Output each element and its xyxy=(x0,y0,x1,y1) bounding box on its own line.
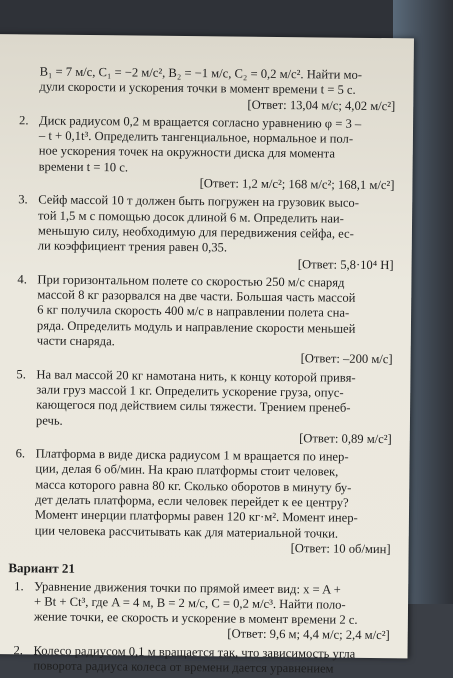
answer: [Ответ: 5,8·10⁴ Н] xyxy=(297,256,394,272)
text-line: речь. xyxy=(35,412,63,428)
text-line: поворота радиуса колеса от времени дается уравнением xyxy=(33,658,334,676)
text-line: ряда. Определить модуль и направление скорости меньшей xyxy=(36,318,356,336)
answer: [Ответ: –200 м/с] xyxy=(300,351,393,367)
answer: [Ответ: 10 об/мин] xyxy=(290,541,391,557)
text-line: ции человека рассчитывать как для материальной точки. xyxy=(34,523,339,541)
page-content xyxy=(8,64,396,677)
text-line: жение точки, ее скорость и ускорение в момент времени 2 с. xyxy=(33,609,358,627)
text-line: ное ускорения точек на окружности диска для момента xyxy=(38,143,336,162)
text-line: ции, делая 6 об/мин. На краю платформы стоит человек, xyxy=(35,461,339,480)
problem-number: 1. xyxy=(14,578,24,593)
answer: [Ответ: 9,6 м; 4,4 м/с; 2,4 м/с²] xyxy=(227,626,390,643)
variant-heading: Вариант 21 xyxy=(8,560,76,577)
problem-item xyxy=(13,643,389,678)
text-line: Сейф массой 10 т должен быть погружен на грузовик высо- xyxy=(38,192,360,211)
problem-number: 3. xyxy=(18,192,28,207)
text-line: Диск радиусом 0,2 м вращается согласно уравнению φ = 3 – xyxy=(39,113,362,131)
answer: [Ответ: 0,89 м/с²] xyxy=(299,431,392,447)
text-line: той 1,5 м с помощью досок длиной 6 м. Определить наи- xyxy=(38,208,344,226)
text-line: + Bt + Ct³, где A = 4 м, B = 2 м/с, C = 0,2 м/с³. Найти поло- xyxy=(33,594,346,612)
text-line: зали груз массой 1 кг. Определить ускорение груза, опус- xyxy=(36,382,344,400)
text-line: кающегося под действием силы тяжести. Трением пренеб- xyxy=(36,397,351,415)
text-line: При горизонтальном полете со скоростью 250 м/с снаряд xyxy=(37,272,345,290)
problem-number: 2. xyxy=(13,642,24,658)
problem-number: 6. xyxy=(15,446,26,461)
text-line: – t + 0,1t³. Определить тангенциальное, нормальное и пол- xyxy=(38,128,354,146)
text-line: Колесо радиусом 0,1 м вращается так, что зависимость угла xyxy=(33,643,356,661)
problem-item xyxy=(15,446,392,557)
text-line: Момент инерции платформы равен 120 кг·м². Момент инер- xyxy=(34,507,358,526)
problem-number: 5. xyxy=(16,366,26,381)
text-line: дет делать платформа, если человек перейдет к ее центру? xyxy=(35,492,349,510)
text-line: На вал массой 20 кг намотана нить, к концу которой привя- xyxy=(36,367,356,385)
text-line: Платформа в виде диска радиусом 1 м вращается по инер- xyxy=(35,446,349,464)
text-line: ли коэффициент трения равен 0,35. xyxy=(37,238,228,255)
text-line: дули скорости и ускорения точки в момент времени t = 5 с. xyxy=(39,79,356,98)
text-line: времени t = 10 с. xyxy=(38,159,129,175)
text-line: части снаряда. xyxy=(36,333,115,349)
problem-item xyxy=(14,579,391,644)
text-line: B₁ = 7 м/с, C₁ = −2 м/с², B₂ = −1 м/с, C₂ = 0,2 м/с². Найти мо- xyxy=(39,64,363,82)
book-page xyxy=(0,34,414,676)
problem-item xyxy=(18,113,395,193)
problem-item xyxy=(18,193,395,273)
text-line: массой 8 кг разорвался на две части. Большая часть массой xyxy=(37,287,356,305)
text-line: Уравнение движения точки по прямой имеет вид: x = A + xyxy=(34,578,341,597)
answer: [Ответ: 1,2 м/с²; 168 м/с²; 168,1 м/с²] xyxy=(199,176,395,193)
text-line: меньшую силу, необходимую для передвижения сейфа, ес- xyxy=(37,223,354,241)
problem-continuation xyxy=(19,64,395,114)
text-line: 6 кг получила скорость 400 м/с в направлении полета сна- xyxy=(37,302,350,321)
problem-item xyxy=(16,367,393,447)
problem-number: 4. xyxy=(17,272,27,287)
text-line: масса которого равна 80 кг. Сколько оборотов в минуту бу- xyxy=(35,477,352,495)
answer: [Ответ: 13,04 м/с; 4,02 м/с²] xyxy=(247,97,396,113)
problem-number: 2. xyxy=(19,113,29,128)
problem-item xyxy=(17,272,394,368)
